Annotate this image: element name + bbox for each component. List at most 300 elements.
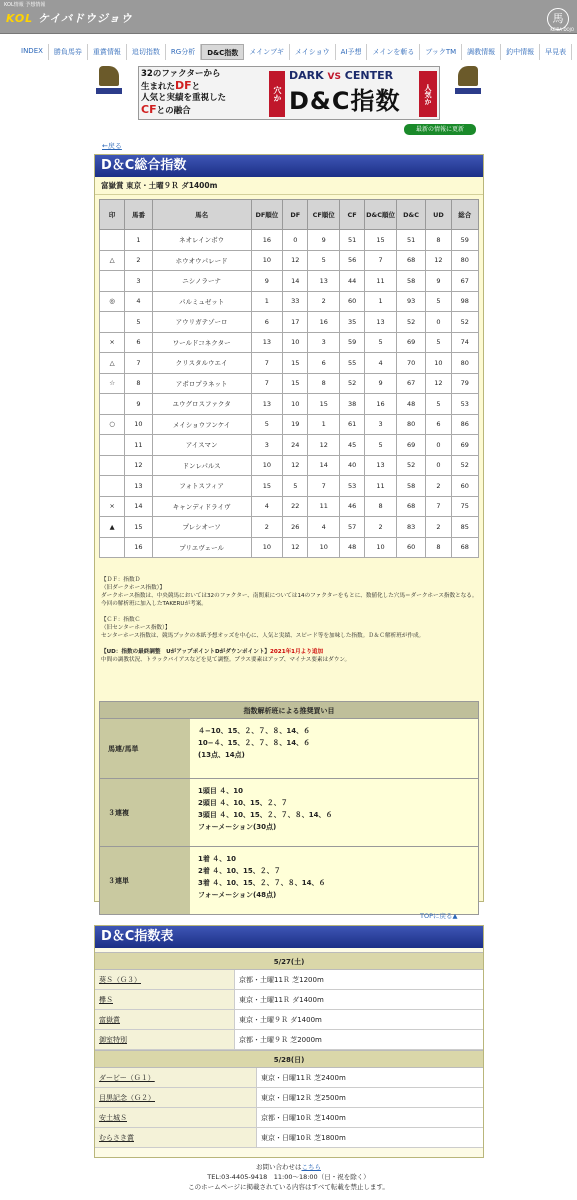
- table-cell: 44: [340, 271, 365, 292]
- nav-item[interactable]: メインを斬る: [367, 44, 420, 60]
- banner-line3: 人気と実績を重視した: [141, 93, 227, 103]
- nav-item[interactable]: ブックTM: [420, 44, 462, 60]
- table-cell: 7: [426, 496, 451, 517]
- table-cell: 2: [426, 476, 451, 497]
- table-cell: 10: [365, 537, 397, 558]
- table-row: [100, 496, 479, 517]
- banner-line4a: CF: [141, 103, 157, 116]
- logo-title: ケイバドウジョウ: [38, 12, 133, 25]
- table-cell: 12: [125, 455, 152, 476]
- table-cell: 45: [340, 435, 365, 456]
- table-cell: 10: [308, 537, 340, 558]
- table-cell: 0: [283, 230, 308, 251]
- table-cell: 13: [251, 332, 283, 353]
- index-notes: [101, 576, 479, 664]
- horse-name-cell: プレシオーソ: [152, 517, 251, 538]
- table-row: [100, 250, 479, 271]
- table-row: [100, 332, 479, 353]
- table-cell: △: [100, 250, 125, 271]
- table-cell: 3: [308, 332, 340, 353]
- race-row: [95, 1088, 483, 1108]
- table-cell: 12: [308, 435, 340, 456]
- bet-line: フォーメーション(30点): [198, 823, 277, 831]
- bet-line: 3頭目 ４、10、15、２、７、８、14、６: [198, 811, 333, 819]
- table-cell: 6: [125, 332, 152, 353]
- contact-text: お問い合わせは: [256, 1163, 302, 1171]
- table-cell: 1: [308, 414, 340, 435]
- table-cell: 12: [426, 373, 451, 394]
- race-row: [95, 1030, 483, 1050]
- column-header: CF順位: [308, 200, 340, 230]
- table-cell: 8: [308, 373, 340, 394]
- table-cell: ☆: [100, 373, 125, 394]
- date-header: 5/27(土): [95, 952, 483, 970]
- bets-header: 指数解析班による推奨買い目: [99, 701, 479, 719]
- cf-note-sub: （旧センターホース指数）】: [101, 625, 171, 631]
- table-cell: 7: [308, 476, 340, 497]
- table-cell: 10: [283, 332, 308, 353]
- table-cell: 5: [365, 435, 397, 456]
- race-detail: 東京・日曜11Ｒ 芝2400m: [257, 1068, 483, 1087]
- nav-item[interactable]: メイショウ: [290, 44, 336, 60]
- table-cell: 11: [125, 435, 152, 456]
- back-to-top-link[interactable]: TOPに戻る▲: [420, 912, 458, 920]
- recommended-bets: [99, 701, 479, 915]
- nav-item[interactable]: 勝負馬券: [49, 44, 88, 60]
- table-cell: 48: [396, 394, 425, 415]
- table-cell: 7: [365, 250, 397, 271]
- refresh-button[interactable]: 最新の情報に更新: [404, 124, 476, 135]
- logo-kol: KOL: [6, 12, 34, 25]
- table-cell: 5: [426, 394, 451, 415]
- race-row: [95, 1108, 483, 1128]
- table-cell: 7: [251, 353, 283, 374]
- table-cell: 52: [451, 312, 478, 333]
- table-cell: 68: [451, 537, 478, 558]
- table-cell: 60: [396, 537, 425, 558]
- bet-row: [99, 847, 479, 915]
- dc-index-banner: [138, 66, 440, 120]
- table-cell: 5: [125, 312, 152, 333]
- table-cell: 56: [340, 250, 365, 271]
- table-cell: [100, 312, 125, 333]
- table-cell: 48: [340, 537, 365, 558]
- table-cell: 0: [426, 312, 451, 333]
- table-cell: 60: [451, 476, 478, 497]
- table-cell: △: [100, 353, 125, 374]
- horse-name-cell: ホウオウパレード: [152, 250, 251, 271]
- horse-name-cell: アイスマン: [152, 435, 251, 456]
- table-cell: 40: [340, 455, 365, 476]
- table-row: [100, 537, 479, 558]
- bet-type: ３連複: [100, 779, 190, 846]
- bet-line: 1着 ４、10: [198, 855, 237, 863]
- table-cell: 9: [426, 271, 451, 292]
- bet-line: 10−４、15、２、７、８、14、６: [198, 739, 311, 747]
- table-cell: 3: [125, 271, 152, 292]
- site-header: [0, 0, 577, 34]
- table-cell: 5: [283, 476, 308, 497]
- race-info: 富嶽賞 東京・土曜９Ｒ ダ1400m: [95, 177, 483, 195]
- table-cell: 10: [426, 353, 451, 374]
- race-link[interactable]: 安土城Ｓ: [95, 1108, 257, 1127]
- table-cell: 13: [251, 394, 283, 415]
- table-cell: 75: [451, 496, 478, 517]
- race-link[interactable]: むらさき賞: [95, 1128, 257, 1147]
- table-cell: 15: [283, 373, 308, 394]
- nav-item[interactable]: 早見表: [540, 44, 572, 60]
- table-cell: 11: [308, 496, 340, 517]
- table-cell: 74: [451, 332, 478, 353]
- banner-line4: [141, 104, 266, 117]
- horse-emblem-icon[interactable]: 馬: [547, 8, 569, 30]
- table-cell: 13: [125, 476, 152, 497]
- table-cell: 14: [283, 271, 308, 292]
- index-table: [99, 199, 479, 558]
- table-cell: 83: [396, 517, 425, 538]
- table-cell: 11: [365, 271, 397, 292]
- table-cell: 22: [283, 496, 308, 517]
- banner-right-tag: 人気か: [419, 71, 437, 117]
- section-title: D＆C総合指数: [95, 155, 483, 177]
- horse-name-cell: パルミュゼット: [152, 291, 251, 312]
- table-row: [100, 394, 479, 415]
- table-cell: [100, 394, 125, 415]
- column-header: DF: [283, 200, 308, 230]
- bet-line: 1頭目 ４、10: [198, 787, 244, 795]
- ud-note-head: [101, 648, 479, 656]
- table-cell: 67: [396, 373, 425, 394]
- ud-note-body: 中間の調教状況、トラックバイアスなどを見て調整。プラス要素はアップ、マイナス要素はダウン。: [101, 657, 351, 663]
- table-row: [100, 353, 479, 374]
- cf-note-body: センターホース指数は、競馬ブックの本紙予想オッズを中心に、人気と実績、スピード等を加味した指数。Ｄ＆Ｃ解析班が作成。: [101, 633, 425, 639]
- table-cell: 9: [125, 394, 152, 415]
- table-cell: 10: [251, 250, 283, 271]
- bet-line: ４−10、15、２、７、８、14、６: [198, 727, 311, 735]
- table-cell: 1: [365, 291, 397, 312]
- table-cell: 14: [308, 455, 340, 476]
- horse-name-cell: メイショウフンケイ: [152, 414, 251, 435]
- table-cell: 4: [251, 496, 283, 517]
- horse-name-cell: プリエヴェール: [152, 537, 251, 558]
- dc-summary-section: [94, 154, 484, 902]
- banner-title: D&C指数: [289, 87, 401, 115]
- table-cell: 86: [451, 414, 478, 435]
- banner-line1: 32のファクターから: [141, 69, 221, 79]
- table-cell: 33: [283, 291, 308, 312]
- table-row: [100, 230, 479, 251]
- table-cell: 2: [426, 517, 451, 538]
- race-detail: 東京・土曜11Ｒ ダ1400m: [235, 990, 483, 1009]
- table-cell: ◎: [100, 291, 125, 312]
- nav-item[interactable]: AI予想: [336, 44, 368, 60]
- table-cell: 69: [396, 435, 425, 456]
- table-cell: 3: [365, 414, 397, 435]
- table-cell: ▲: [100, 517, 125, 538]
- table-cell: 16: [125, 537, 152, 558]
- table-cell: 61: [340, 414, 365, 435]
- table-cell: 19: [283, 414, 308, 435]
- table-cell: 2: [308, 291, 340, 312]
- race-detail: 京都・日曜10Ｒ 芝1400m: [257, 1108, 483, 1127]
- race-row: [95, 1010, 483, 1030]
- horse-name-cell: フォトスフィア: [152, 476, 251, 497]
- horse-name-cell: ユウグロスファクタ: [152, 394, 251, 415]
- column-header: 馬名: [152, 200, 251, 230]
- table-cell: 3: [251, 435, 283, 456]
- table-cell: 0: [426, 435, 451, 456]
- race-schedule: [95, 952, 483, 1148]
- column-header: D&C: [396, 200, 425, 230]
- nav-item[interactable]: D&C指数: [201, 44, 244, 60]
- nav-item[interactable]: 追切指数: [127, 44, 166, 60]
- table-cell: 8: [426, 537, 451, 558]
- table-cell: 9: [308, 230, 340, 251]
- table-cell: 67: [451, 271, 478, 292]
- table-cell: 12: [283, 455, 308, 476]
- table-cell: 57: [340, 517, 365, 538]
- table-row: [100, 517, 479, 538]
- race-detail: 京都・土曜11Ｒ 芝1200m: [235, 970, 483, 989]
- table-cell: 9: [365, 373, 397, 394]
- main-nav: [16, 44, 567, 60]
- table-cell: 35: [340, 312, 365, 333]
- race-row: [95, 970, 483, 990]
- horse-name-cell: キャンディドライヴ: [152, 496, 251, 517]
- section-title: D＆C指数表: [95, 926, 483, 948]
- table-cell: 8: [426, 230, 451, 251]
- table-cell: 7: [251, 373, 283, 394]
- ud-head-text: 【UD：指数の最終調整 UがアップポイントDがダウンポイント】: [101, 649, 271, 655]
- banner-line2c: と: [191, 82, 201, 92]
- horse-name-cell: アウリガテゾーロ: [152, 312, 251, 333]
- table-row: [100, 373, 479, 394]
- table-cell: [100, 271, 125, 292]
- table-cell: ×: [100, 332, 125, 353]
- table-cell: 10: [125, 414, 152, 435]
- table-cell: 10: [251, 455, 283, 476]
- banner-line2a: 生まれた: [141, 82, 176, 92]
- table-cell: 16: [365, 394, 397, 415]
- table-cell: 80: [396, 414, 425, 435]
- table-cell: 10: [251, 537, 283, 558]
- table-cell: 24: [283, 435, 308, 456]
- banner-line4b: との融合: [156, 106, 191, 116]
- race-link[interactable]: 欅Ｓ: [95, 990, 235, 1009]
- table-cell: 58: [396, 271, 425, 292]
- table-cell: 5: [308, 250, 340, 271]
- table-row: [100, 435, 479, 456]
- table-cell: 12: [426, 250, 451, 271]
- contact-link[interactable]: こちら: [301, 1163, 321, 1171]
- table-cell: 5: [426, 291, 451, 312]
- column-header: D&C順位: [365, 200, 397, 230]
- table-cell: 68: [396, 496, 425, 517]
- dc-index-list-section: [94, 925, 484, 1158]
- table-cell: 52: [396, 312, 425, 333]
- table-cell: 6: [426, 414, 451, 435]
- race-detail: 東京・土曜９Ｒ ダ1400m: [235, 1010, 483, 1029]
- horse-name-cell: ドンレパルス: [152, 455, 251, 476]
- race-link[interactable]: 葵Ｓ（Ｇ３）: [95, 970, 235, 989]
- nav-item[interactable]: INDEX: [16, 44, 49, 60]
- table-cell: 69: [396, 332, 425, 353]
- bet-line: 2着 ４、10、15、２、７: [198, 867, 281, 875]
- table-cell: [100, 537, 125, 558]
- table-cell: 8: [125, 373, 152, 394]
- bet-line: フォーメーション(48点): [198, 891, 277, 899]
- horse-name-cell: クリスタルウエイ: [152, 353, 251, 374]
- horse-name-cell: ネオレインボウ: [152, 230, 251, 251]
- nav-item[interactable]: 重賞情報: [88, 44, 127, 60]
- table-cell: 80: [451, 353, 478, 374]
- table-cell: 51: [396, 230, 425, 251]
- table-cell: 59: [451, 230, 478, 251]
- banner-center: CENTER: [344, 69, 394, 82]
- back-link[interactable]: ←戻る: [102, 142, 122, 150]
- table-cell: 15: [365, 230, 397, 251]
- table-cell: 12: [283, 250, 308, 271]
- table-cell: 7: [125, 353, 152, 374]
- table-cell: 5: [426, 332, 451, 353]
- banner-vs: VS: [327, 72, 341, 82]
- date-header: 5/28(日): [95, 1050, 483, 1068]
- bet-row: [99, 719, 479, 779]
- table-cell: 69: [451, 435, 478, 456]
- table-row: [100, 291, 479, 312]
- table-cell: 1: [125, 230, 152, 251]
- table-cell: 6: [308, 353, 340, 374]
- bet-line: 3着 ４、10、15、２、７、８、14、６: [198, 879, 326, 887]
- table-cell: 52: [340, 373, 365, 394]
- column-header: CF: [340, 200, 365, 230]
- bet-type: ３連単: [100, 847, 190, 914]
- race-link[interactable]: 目黒記念（Ｇ２）: [95, 1088, 257, 1107]
- bet-combinations: [190, 779, 478, 846]
- table-cell: 5: [251, 414, 283, 435]
- ud-red-text: 2021年1月より追加: [270, 649, 324, 655]
- table-cell: 98: [451, 291, 478, 312]
- table-cell: 17: [283, 312, 308, 333]
- bet-combinations: [190, 847, 478, 914]
- table-cell: 80: [451, 250, 478, 271]
- df-note-head: 【ＤＦ：指数Ｄ: [101, 577, 141, 583]
- table-cell: 0: [426, 455, 451, 476]
- table-cell: 15: [125, 517, 152, 538]
- table-cell: 52: [451, 455, 478, 476]
- table-cell: 53: [340, 476, 365, 497]
- table-cell: [100, 230, 125, 251]
- table-cell: 14: [125, 496, 152, 517]
- bet-row: [99, 779, 479, 847]
- horse-trophy-icon: [455, 66, 481, 94]
- race-row: [95, 1068, 483, 1088]
- site-footer: [0, 1162, 577, 1192]
- bet-combinations: [190, 719, 478, 778]
- banner-line2: [141, 80, 266, 93]
- table-cell: 16: [308, 312, 340, 333]
- site-logo[interactable]: [6, 10, 133, 26]
- table-cell: 1: [251, 291, 283, 312]
- table-cell: 2: [365, 517, 397, 538]
- table-cell: [100, 476, 125, 497]
- table-cell: 59: [340, 332, 365, 353]
- table-cell: 10: [283, 394, 308, 415]
- table-cell: 11: [365, 476, 397, 497]
- table-cell: 13: [308, 271, 340, 292]
- race-link[interactable]: 御室特別: [95, 1030, 235, 1049]
- table-cell: 2: [125, 250, 152, 271]
- bet-line: (13点、14点): [198, 751, 245, 759]
- banner-dark: DARK: [289, 69, 324, 82]
- table-cell: 15: [308, 394, 340, 415]
- race-row: [95, 990, 483, 1010]
- bet-type: 馬連/馬単: [100, 719, 190, 778]
- table-row: [100, 476, 479, 497]
- table-cell: 5: [365, 332, 397, 353]
- table-cell: 15: [251, 476, 283, 497]
- table-cell: 8: [365, 496, 397, 517]
- table-row: [100, 414, 479, 435]
- table-cell: 26: [283, 517, 308, 538]
- table-cell: ×: [100, 496, 125, 517]
- nav-item[interactable]: 調教情報: [462, 44, 501, 60]
- banner-left-tag: 穴か: [269, 71, 285, 117]
- banner-copy: [141, 69, 266, 119]
- table-cell: 4: [308, 517, 340, 538]
- table-cell: 16: [251, 230, 283, 251]
- horse-name-cell: ニシノラーナ: [152, 271, 251, 292]
- column-header: 総合: [451, 200, 478, 230]
- contact-line: [0, 1162, 577, 1172]
- table-cell: 58: [396, 476, 425, 497]
- table-cell: 53: [451, 394, 478, 415]
- table-cell: 9: [251, 271, 283, 292]
- table-row: [100, 312, 479, 333]
- table-cell: 85: [451, 517, 478, 538]
- table-cell: 38: [340, 394, 365, 415]
- table-cell: 52: [396, 455, 425, 476]
- horse-trophy-icon: [96, 66, 122, 94]
- table-cell: [100, 455, 125, 476]
- copyright-line: このホームページに掲載されている内容はすべて転載を禁止します。: [188, 1183, 389, 1191]
- table-cell: 12: [283, 537, 308, 558]
- table-cell: 79: [451, 373, 478, 394]
- nav-item[interactable]: メインブギ: [244, 44, 290, 60]
- race-link[interactable]: ダービー（Ｇ１）: [95, 1068, 257, 1087]
- table-cell: 93: [396, 291, 425, 312]
- race-detail: 東京・日曜10Ｒ 芝1800m: [257, 1128, 483, 1147]
- df-note-body: ダークホース指数は、中央競馬においては32のファクター、南関東については14のファクターをもとに、数値化した穴馬＝ダークホース指数となる。今回の解析班に加入したTAKERUが考案。: [101, 593, 478, 607]
- table-cell: 70: [396, 353, 425, 374]
- bet-line: 2頭目 ４、10、15、２、７: [198, 799, 288, 807]
- df-note-sub: （旧ダークホース指数）】: [101, 585, 166, 591]
- column-header: 印: [100, 200, 125, 230]
- tel-line: TEL:03-4405-9418 11:00〜18:00（日・祝を除く）: [207, 1173, 370, 1181]
- table-cell: [100, 435, 125, 456]
- column-header: DF順位: [251, 200, 283, 230]
- banner-line2b: DF: [175, 79, 192, 92]
- table-row: [100, 455, 479, 476]
- table-cell: 51: [340, 230, 365, 251]
- table-cell: 4: [125, 291, 152, 312]
- header-small-nav[interactable]: KOL情報 予想情報: [4, 2, 46, 8]
- table-row: [100, 271, 479, 292]
- horse-name-cell: アポロプラネット: [152, 373, 251, 394]
- race-link[interactable]: 富嶽賞: [95, 1010, 235, 1029]
- nav-item[interactable]: RG分析: [166, 44, 201, 60]
- nav-item[interactable]: 釣中情報: [501, 44, 540, 60]
